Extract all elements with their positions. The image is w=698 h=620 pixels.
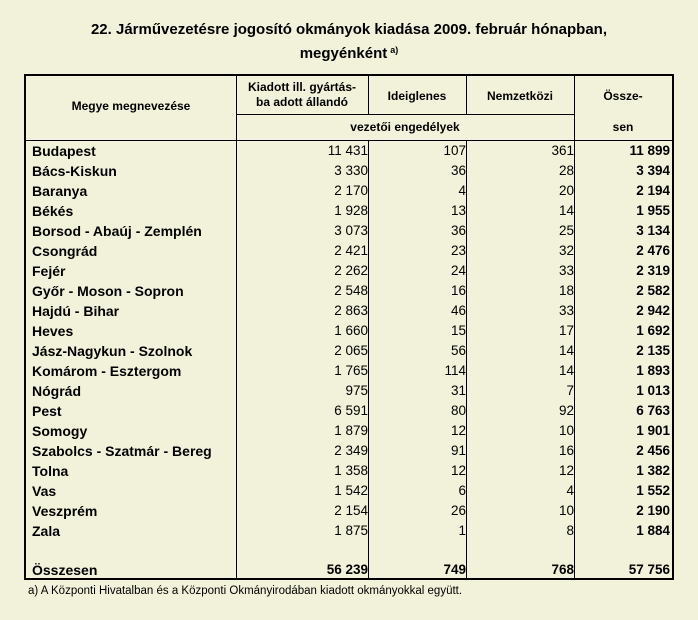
temporary-value: 16 bbox=[450, 283, 466, 298]
permanent-value: 2 170 bbox=[334, 183, 368, 198]
temporary-value: 13 bbox=[450, 203, 466, 218]
temporary-value: 56 bbox=[450, 343, 466, 358]
table-row bbox=[26, 421, 672, 441]
international-value: 16 bbox=[558, 443, 574, 458]
header-permanent-line-2: ba adott állandó bbox=[255, 95, 348, 109]
international-value: 18 bbox=[558, 283, 574, 298]
permanent-value: 6 591 bbox=[334, 403, 368, 418]
temporary-value: 36 bbox=[450, 223, 466, 238]
permanent-value: 1 875 bbox=[334, 523, 368, 538]
table-row bbox=[26, 241, 672, 261]
table-row bbox=[26, 381, 672, 401]
temporary-value: 26 bbox=[450, 503, 466, 518]
table-row bbox=[26, 461, 672, 481]
header-international: Nemzetközi bbox=[486, 89, 554, 103]
total-value: 2 319 bbox=[636, 263, 670, 278]
title-line-2 bbox=[0, 42, 698, 67]
table-row bbox=[26, 501, 672, 521]
permanent-value: 2 863 bbox=[334, 303, 368, 318]
temporary-value: 6 bbox=[458, 483, 466, 498]
temporary-value: 46 bbox=[450, 303, 466, 318]
temporary-value: 12 bbox=[450, 463, 466, 478]
total-value: 2 135 bbox=[636, 343, 670, 358]
county-name: Győr - Moson - Sopron bbox=[32, 283, 184, 299]
international-value: 33 bbox=[558, 303, 574, 318]
temporary-value: 24 bbox=[450, 263, 466, 278]
table-row bbox=[26, 441, 672, 461]
footnote: a) A Központi Hivatalban és a Központi Okmányirodában kiadott okmányokkal együtt. bbox=[28, 585, 463, 597]
international-value: 7 bbox=[566, 383, 574, 398]
county-name: Borsod - Abaúj - Zemplén bbox=[32, 223, 202, 239]
county-name: Veszprém bbox=[32, 503, 98, 519]
temporary-value: 12 bbox=[450, 423, 466, 438]
county-name: Békés bbox=[32, 203, 74, 219]
total-value: 2 942 bbox=[636, 303, 670, 318]
title-footnote-ref: a) bbox=[390, 45, 399, 55]
table-row bbox=[26, 301, 672, 321]
header-total-top: Össze- bbox=[603, 89, 643, 103]
international-value: 17 bbox=[558, 323, 574, 338]
total-value: 1 382 bbox=[636, 463, 670, 478]
table-row bbox=[26, 321, 672, 341]
county-name: Zala bbox=[32, 523, 61, 539]
table-title bbox=[0, 18, 698, 67]
permanent-value: 11 431 bbox=[327, 143, 368, 158]
table-row bbox=[26, 401, 672, 421]
temporary-value: 36 bbox=[450, 163, 466, 178]
total-value: 11 899 bbox=[629, 143, 670, 158]
county-name: Tolna bbox=[32, 463, 69, 479]
total-value: 6 763 bbox=[636, 403, 670, 418]
permanent-value: 2 548 bbox=[334, 283, 368, 298]
temporary-value: 31 bbox=[450, 383, 466, 398]
header-permanent bbox=[236, 80, 368, 110]
total-value: 3 394 bbox=[636, 163, 670, 178]
permanent-value: 1 879 bbox=[334, 423, 368, 438]
table-row bbox=[26, 181, 672, 201]
table-row bbox=[26, 141, 672, 161]
table-row bbox=[26, 361, 672, 381]
total-value: 2 194 bbox=[636, 183, 670, 198]
temporary-value: 1 bbox=[458, 523, 466, 538]
permanent-value: 2 421 bbox=[334, 243, 368, 258]
temporary-value: 749 bbox=[443, 562, 466, 577]
international-value: 14 bbox=[558, 343, 574, 358]
county-name: Hajdú - Bihar bbox=[32, 303, 120, 319]
county-name: Pest bbox=[32, 403, 62, 419]
permanent-value: 3 330 bbox=[334, 163, 368, 178]
county-name: Jász-Nagykun - Szolnok bbox=[32, 343, 193, 359]
total-value: 2 456 bbox=[636, 443, 670, 458]
permanent-value: 56 239 bbox=[326, 562, 368, 577]
total-value: 2 476 bbox=[636, 243, 670, 258]
international-value: 32 bbox=[558, 243, 574, 258]
county-name: Vas bbox=[32, 483, 57, 499]
temporary-value: 4 bbox=[458, 183, 466, 198]
header-subline bbox=[236, 114, 574, 115]
temporary-value: 91 bbox=[450, 443, 466, 458]
international-value: 12 bbox=[558, 463, 574, 478]
county-name: Csongrád bbox=[32, 243, 98, 259]
total-value: 1 692 bbox=[636, 323, 670, 338]
permanent-value: 2 154 bbox=[334, 503, 368, 518]
international-value: 28 bbox=[558, 163, 574, 178]
permanent-value: 2 262 bbox=[334, 263, 368, 278]
header-county: Megye megnevezése bbox=[71, 99, 191, 113]
permanent-value: 2 065 bbox=[334, 343, 368, 358]
table-row bbox=[26, 481, 672, 501]
total-value: 2 190 bbox=[636, 503, 670, 518]
table-row bbox=[26, 201, 672, 221]
international-value: 14 bbox=[558, 363, 574, 378]
international-value: 361 bbox=[551, 143, 574, 158]
header-licences: vezetői engedélyek bbox=[350, 120, 460, 134]
permanent-value: 1 358 bbox=[334, 463, 368, 478]
data-table bbox=[24, 74, 674, 580]
permanent-value: 975 bbox=[345, 383, 368, 398]
temporary-value: 15 bbox=[450, 323, 466, 338]
county-name: Budapest bbox=[32, 143, 96, 159]
international-value: 10 bbox=[558, 423, 574, 438]
temporary-value: 80 bbox=[450, 403, 466, 418]
total-value: 1 955 bbox=[636, 203, 670, 218]
temporary-value: 107 bbox=[443, 143, 466, 158]
permanent-value: 1 765 bbox=[334, 363, 368, 378]
permanent-value: 1 660 bbox=[334, 323, 368, 338]
county-name: Fejér bbox=[32, 263, 66, 279]
total-value: 1 884 bbox=[636, 523, 670, 538]
permanent-value: 1 542 bbox=[334, 483, 368, 498]
county-name: Somogy bbox=[32, 423, 88, 439]
total-value: 1 552 bbox=[636, 483, 670, 498]
county-name: Bács-Kiskun bbox=[32, 163, 117, 179]
international-value: 25 bbox=[558, 223, 574, 238]
header-temporary: Ideiglenes bbox=[387, 89, 447, 103]
total-value: 1 013 bbox=[636, 383, 670, 398]
international-value: 20 bbox=[558, 183, 574, 198]
total-value: 3 134 bbox=[636, 223, 670, 238]
title-line-1: 22. Járművezetésre jogosító okmányok kiadása 2009. február hónapban, bbox=[90, 21, 608, 38]
international-value: 8 bbox=[566, 523, 574, 538]
temporary-value: 23 bbox=[450, 243, 466, 258]
county-name: Szabolcs - Szatmár - Bereg bbox=[32, 443, 212, 459]
total-value: 57 756 bbox=[628, 562, 670, 577]
total-row bbox=[26, 560, 672, 580]
county-name: Összesen bbox=[32, 562, 98, 578]
international-value: 768 bbox=[551, 562, 574, 577]
table-row bbox=[26, 281, 672, 301]
table-row bbox=[26, 161, 672, 181]
county-name: Komárom - Esztergom bbox=[32, 363, 182, 379]
table-row bbox=[26, 341, 672, 361]
international-value: 33 bbox=[558, 263, 574, 278]
table-row bbox=[26, 521, 672, 541]
international-value: 4 bbox=[566, 483, 574, 498]
table-row bbox=[26, 261, 672, 281]
temporary-value: 114 bbox=[444, 363, 466, 378]
table-row bbox=[26, 221, 672, 241]
county-name: Baranya bbox=[32, 183, 88, 199]
permanent-value: 2 349 bbox=[334, 443, 368, 458]
total-value: 2 582 bbox=[636, 283, 670, 298]
permanent-value: 3 073 bbox=[334, 223, 368, 238]
permanent-value: 1 928 bbox=[334, 203, 368, 218]
header-permanent-line-1: Kiadott ill. gyártás- bbox=[247, 80, 357, 94]
total-value: 1 893 bbox=[636, 363, 670, 378]
county-name: Nógrád bbox=[32, 383, 81, 399]
county-name: Heves bbox=[32, 323, 74, 339]
international-value: 92 bbox=[558, 403, 574, 418]
international-value: 14 bbox=[558, 203, 574, 218]
title-line-2-text: megyénként bbox=[299, 45, 388, 62]
header-total-bottom: sen bbox=[612, 120, 634, 134]
international-value: 10 bbox=[558, 503, 574, 518]
total-value: 1 901 bbox=[636, 423, 670, 438]
